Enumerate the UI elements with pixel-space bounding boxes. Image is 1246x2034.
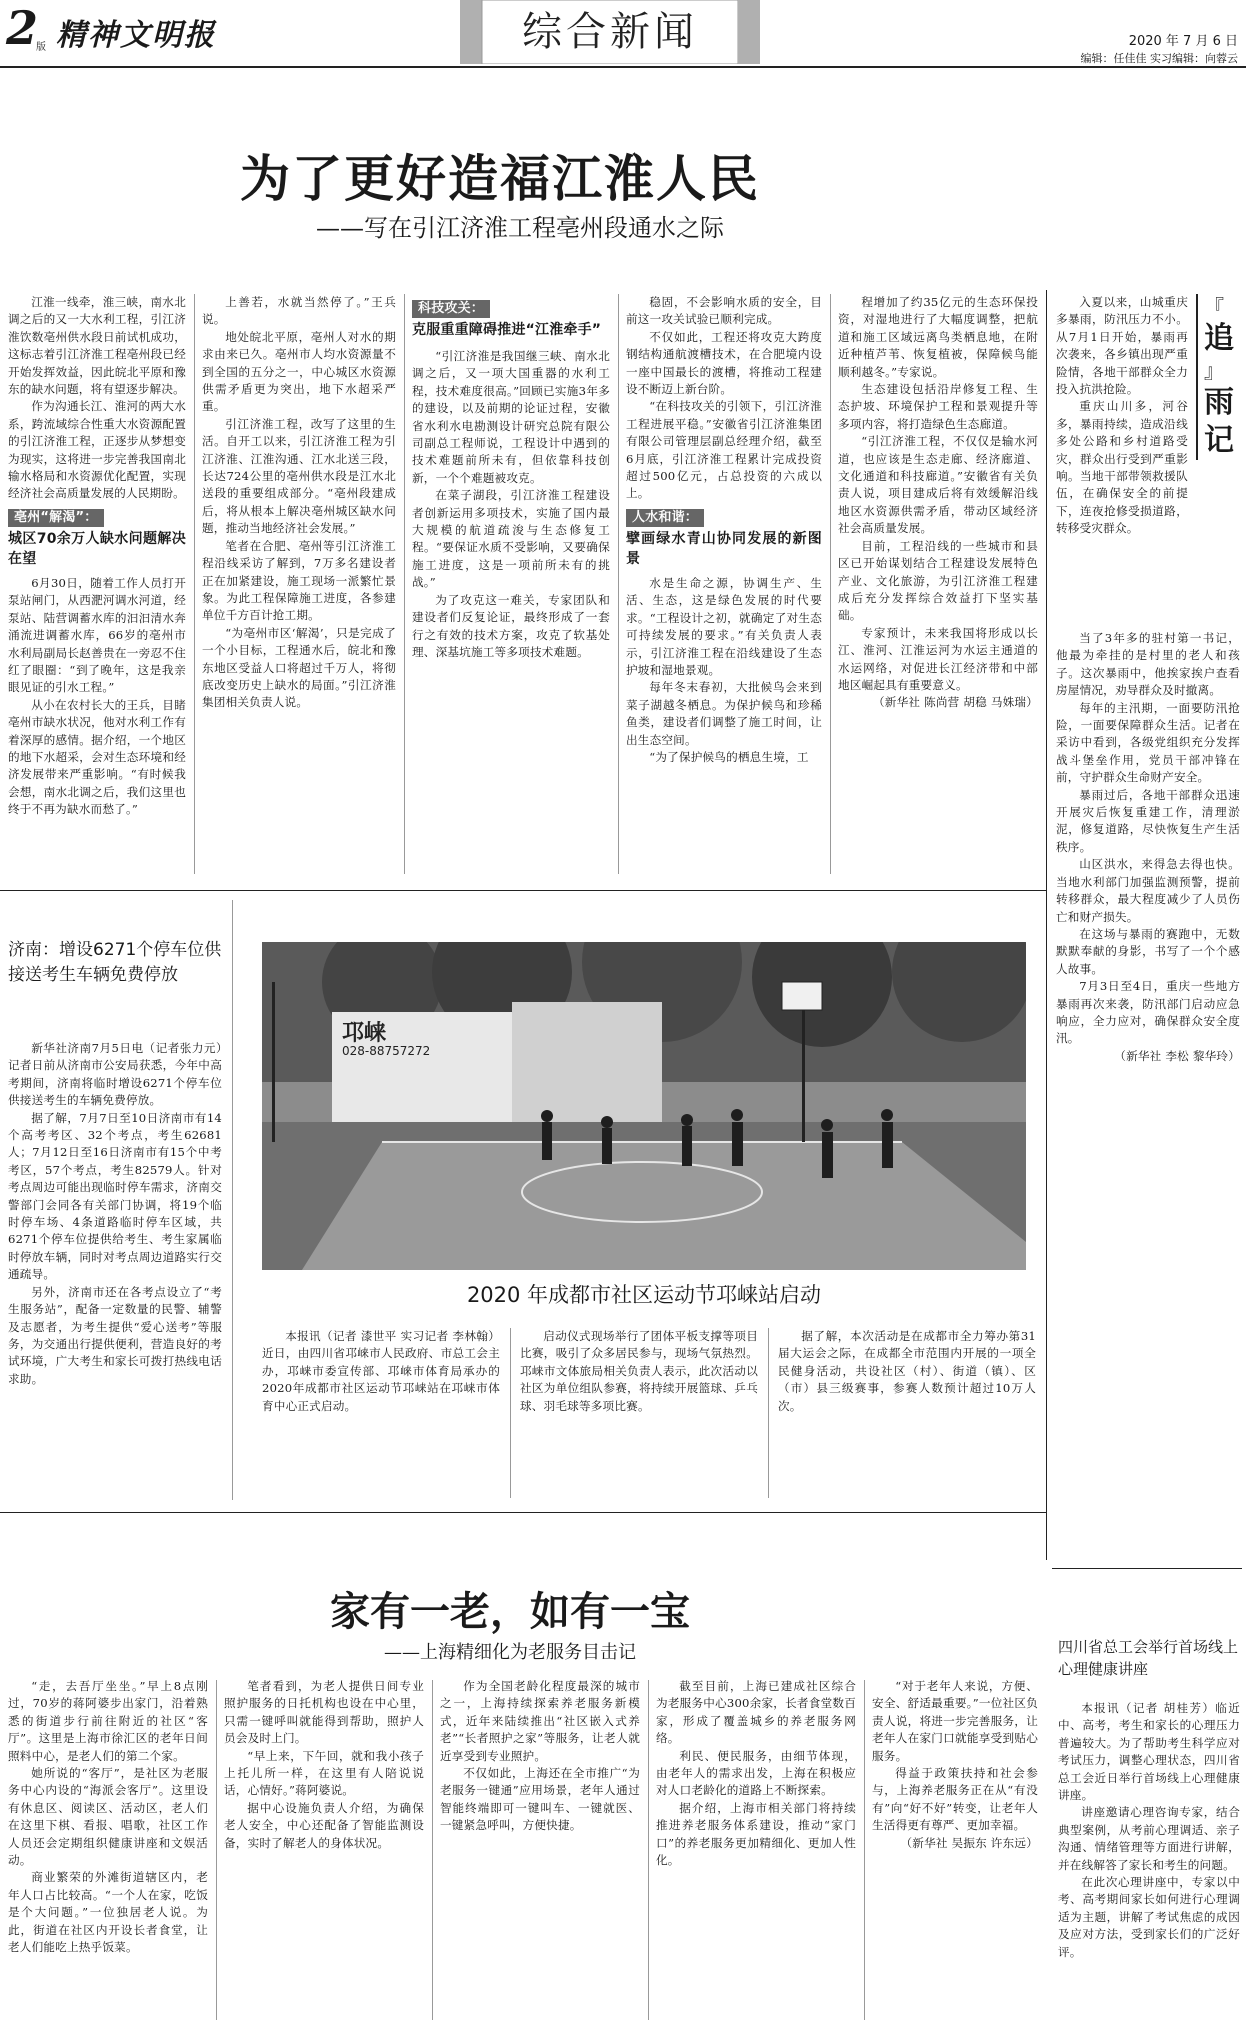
sichuan-body (1058, 1700, 1240, 2026)
shanghai-paragraph: 据介绍，上海市相关部门将持续推进养老服务体系建设，推动“家门口”的养老服务更加精细化、更加人性化。 (656, 1800, 856, 1868)
chengdu-column-3 (778, 1328, 1036, 1504)
column-divider (618, 294, 619, 874)
lead-paragraph: 程增加了约35亿元的生态环保投资，对湿地进行了大幅度调整，把航道和施工区域远离鸟类栖息地，在附近种植芦苇、恢复植被，保障候鸟能顺利越冬。”专家说。 (838, 295, 1038, 379)
sidebar-paragraph: 入夏以来，山城重庆多暴雨，防汛压力不小。从7月1日开始，暴雨再次袭来，各乡镇出现严重险情，各地干部群众全力投入抗洪抢险。 (1056, 295, 1188, 397)
lead-paragraph: 专家预计，未来我国将形成以长江、淮河、江淮运河为水运主通道的水运网络，对促进长江经济带和中部地区崛起具有重要意义。 (838, 625, 1038, 692)
section-rule (1052, 1568, 1242, 1569)
header-rule (0, 66, 1246, 68)
chengdu-paragraph: 本报讯（记者 漆世平 实习记者 李林翰）近日，由四川省邛崃市人民政府、市总工会主办，邛崃市委宣传部、邛崃市体育局承办的2020年成都市社区运动节邛崃站在邛崃市体育中心正式启动。 (262, 1329, 500, 1413)
shanghai-column-1 (8, 1678, 208, 2026)
lead-paragraph: “为了保护候鸟的栖息生境，工 (649, 749, 809, 764)
shanghai-paragraph: “对于老年人来说，方便、安全、舒适最重要。”一位社区负责人说，将进一步完善服务，让老年人在家门口就能享受到贴心服务。 (872, 1679, 1038, 1763)
shanghai-paragraph: 得益于政策扶持和社会参与，上海养老服务正在从“有没有”向“好不好”转变，让老年人生活得更有尊严、更加幸福。 (872, 1766, 1038, 1833)
shanghai-paragraph: 她所说的“客厅”，是社区为老服务中心内设的“海派会客厅”。这里设有休息区、阅读区、活动区，老人们在这里下棋、看报、唱歌，社区工作人员还会定期组织健康讲座和文娱活动。 (8, 1766, 208, 1868)
shanghai-paragraph: 作为全国老龄化程度最深的城市之一，上海持续探索养老服务新模式，近年来陆续推出“社区嵌入式养老”“长者照护之家”等服务，让老人就近享受到专业照护。 (440, 1679, 640, 1763)
sidebar-paragraph: 山区洪水，来得急去得也快。当地水利部门加强监测预警，提前转移群众，最大程度减少了人员伤亡和财产损失。 (1056, 857, 1240, 924)
column-divider (510, 1328, 511, 1498)
basketball-court-photo (262, 942, 1026, 1270)
lead-paragraph: 作为沟通长江、淮河的两大水系，跨流域综合性重大水资源配置的引江济淮工程，正逐步从梦想变为现实，这将进一步完善我国南北输水格局和水资源优化配置，实现经济社会高质量发展的人民期盼。 (8, 399, 186, 501)
section-rule (0, 890, 1046, 891)
lead-subhead-label: 科技攻关： (412, 300, 490, 318)
jinan-body (8, 1040, 222, 1510)
jinan-headline: 济南：增设6271个停车位供接送考生车辆免费停放 (8, 940, 222, 985)
lead-paragraph: 水是生命之源，协调生产、生活、生态，这是绿色发展的时代要求。“工程设计之初，就确定了对生态可持续发展的要求。”有关负责人表示，引江济淮工程在沿线建设了生态护坡和湿地景观。 (626, 575, 822, 677)
shanghai-paragraph: 不仅如此，上海还在全市推广“为老服务一键通”应用场景，老年人通过智能终端即可一键叫车、一键就医、一键紧急呼叫，方便快捷。 (440, 1766, 640, 1833)
lead-subheadline: ——写在引江济淮工程亳州段通水之际 (316, 214, 724, 242)
sidebar-title-char: 雨 (1204, 385, 1234, 420)
sidebar-title-char: 『 (1204, 295, 1224, 319)
lead-column-1 (8, 294, 186, 884)
lead-subhead-text: 擘画绿水青山协同发展的新图景 (626, 530, 822, 567)
column-divider (432, 1680, 433, 2020)
lead-paragraph: 从小在农村长大的王兵，目睹亳州市缺水状况，他对水利工作有着深厚的感情。据介绍，一个地区的地下水超采，会对生态环境和经济发展带来严重影响。“有时候我会想，南水北调之后，我们这里也终于不再为缺水而愁了。” (8, 697, 186, 817)
shanghai-paragraph: “早上来，下午回，就和我小孩子上托儿所一样，在这里有人陪说说话，心情好。”蒋阿婆说。 (224, 1748, 424, 1798)
issue-date: 2020 年 7 月 6 日 (1128, 34, 1238, 49)
page-header (0, 0, 1246, 68)
chengdu-column-2 (520, 1328, 758, 1504)
lead-byline: （新华社 陈尚营 胡稳 马姝瑞） (873, 695, 1038, 710)
shanghai-subheadline: ——上海精细化为老服务目击记 (384, 1642, 636, 1663)
shanghai-paragraph: “走，去吾厅坐坐。”早上8点刚过，70岁的蒋阿婆步出家门，沿着熟悉的街道步行前往附近的社区“客厅”。这里是上海市徐汇区的老年日间照料中心，是老人们的第二个家。 (8, 1679, 208, 1763)
lead-paragraph: 上善若，水就当然停了。”王兵说。 (202, 295, 396, 327)
photo-caption: 2020 年成都市社区运动节邛崃站启动 (466, 1283, 822, 1307)
lead-subhead-label: 亳州“解渴”： (8, 509, 104, 527)
jinan-paragraph: 另外，济南市还在各考点设立了“考生服务站”，配备一定数量的民警、辅警及志愿者，为考生提供“爱心送考”等服务，为交通出行提供便利，营造良好的考试环境，广大考生和家长可拨打热线电话求助。 (8, 1284, 222, 1386)
lead-paragraph: “引江济淮是我国继三峡、南水北调之后，又一项大国重器的水利工程，技术难度很高。”回顾已实施3年多的建设，以及前期的论证过程，安徽省水利水电勘测设计研究总院有限公司副总工程师说，工程设计中遇到的技术难题前所未有，但依靠科技创新，一个个难题被攻克。 (412, 349, 610, 485)
lead-subhead-text: 克服重重障碍推进“江淮牵手” (412, 322, 602, 338)
photo-sign-label: 邛崃 (342, 1021, 387, 1046)
lead-paragraph: “引江济淮工程，不仅仅是输水河道，也应该是生态走廊、经济廊道、文化通道和科技廊道。”安徽省有关负责人说，项目建成后将有效缓解沿线地区水资源供需矛盾，带动区域经济社会高质量发展。 (838, 434, 1038, 536)
column-divider (232, 900, 233, 1500)
sichuan-headline: 四川省总工会举行首场线上心理健康讲座 (1058, 1638, 1239, 1678)
lead-paragraph: “在科技攻关的引领下，引江济淮工程进展平稳。”安徽省引江济淮集团有限公司管理层副总经理介绍，截至6月底，引江济淮工程累计完成投资超过500亿元，占总投资的六成以上。 (626, 399, 822, 501)
sidebar-divider (1046, 290, 1047, 1560)
lead-paragraph: “为亳州市区‘解渴’，只是完成了一个小目标，工程通水后，皖北和豫东地区受益人口将超过千万人，将彻底改变历史上缺水的局面。”引江济淮集团相关负责人说。 (202, 625, 396, 710)
lead-paragraph: 在菜子湖段，引江济淮工程建设者创新运用多项技术，实施了国内最大规模的航道疏浚与生态修复工程。“要保证水质不受影响，又要确保施工进度，这是一项前所未有的挑战。” (412, 488, 610, 590)
column-divider (648, 1680, 649, 2020)
sidebar-title-char: 记 (1204, 423, 1234, 458)
sichuan-paragraph: 讲座邀请心理咨询专家，结合典型案例，从考前心理调适、亲子沟通、情绪管理等方面进行讲解，并在线解答了家长和考生的问题。 (1058, 1805, 1240, 1872)
lead-column-4 (626, 294, 822, 884)
lead-headline: 为了更好造福江淮人民 (240, 150, 760, 208)
sichuan-paragraph: 在此次心理讲座中，专家以中考、高考期间家长如何进行心理调适为主题，讲解了考试焦虑的成因及应对方法，受到家长们的广泛好评。 (1058, 1875, 1240, 1959)
lead-column-5 (838, 294, 1038, 884)
sidebar-paragraph: 在这场与暴雨的赛跑中，无数默默奉献的身影，书写了一个个感人故事。 (1056, 926, 1240, 976)
page-number: 2 (6, 1, 39, 55)
sidebar-paragraph: 重庆山川多，河谷多，暴雨持续，造成沿线多处公路和乡村道路受灾，群众出行受到严重影响。当地干部带领救援队伍，在确保安全的前提下，连夜抢修受损道路，转移受灾群众。 (1056, 399, 1188, 536)
lead-paragraph: 引江济淮工程，改写了这里的生活。自开工以来，引江济淮工程为引江济淮、江淮沟通、江水北送三段，长达724公里的亳州供水段是江水北送段的重要组成部分。“亳州段建成后，将从根本上解决亳州城区缺水问题，推动当地经济社会发展。” (202, 416, 396, 536)
lead-column-2 (202, 294, 396, 884)
shanghai-byline: （新华社 吴振东 许东远） (900, 1835, 1038, 1850)
sidebar-column-top (1056, 294, 1188, 624)
jinan-paragraph: 据了解，7月7日至10日济南市有14个高考考区、32个考点，考生62681人；7月12日至16日济南市有15个中考考区，57个考点，考生82579人。针对考点周边可能出现临时停车需求，济南交警部门会同各有关部门协调，将19个临时停车场、4条道路临时停车区域，共6271个停车位提供给考生、考生家属临时停放车辆，同时对考点周边道路实行交通疏导。 (8, 1110, 222, 1282)
lead-paragraph: 江淮一线牵，淮三峡，南水北调之后的又一大水利工程，引江济淮饮数亳州供水段日前试机成功，这标志着引江济淮工程亳州段已经开始发挥效益，因此皖北平原和豫东的缺水问题，将有望逐步解决。 (8, 295, 186, 397)
jinan-paragraph: 新华社济南7月5日电（记者张力元）记者日前从济南市公安局获悉，今年中高考期间，济南将临时增设6271个停车位供接送考生的车辆免费停放。 (8, 1041, 222, 1108)
shanghai-paragraph: 截至目前，上海已建成社区综合为老服务中心300余家，长者食堂数百家，形成了覆盖城乡的养老服务网络。 (656, 1679, 856, 1746)
lead-subhead-label: 人水和谐： (626, 509, 704, 527)
lead-paragraph: 地处皖北平原，亳州人对水的期求由来已久。亳州市人均水资源量不到全国的五分之一，中心城区水资源供需矛盾更为突出，地下水超采严重。 (202, 329, 396, 414)
lead-paragraph: 目前，工程沿线的一些城市和县区已开始谋划结合工程建设发展特色产业、文化旅游，为引江济淮工程建成后充分发挥综合效益打下坚实基础。 (838, 538, 1038, 623)
lead-column-3 (412, 300, 610, 884)
lead-paragraph: 每年冬末春初，大批候鸟会来到菜子湖越冬栖息。为保护候鸟和珍稀鱼类，建设者们调整了施工时间，让出生态空间。 (626, 680, 822, 747)
sichuan-paragraph: 本报讯（记者 胡桂芳）临近中、高考，考生和家长的心理压力普遍较大。为了帮助考生科学应对考试压力，调整心理状态，四川省总工会近日举行首场线上心理健康讲座。 (1058, 1701, 1240, 1803)
column-divider (830, 294, 831, 874)
sidebar-column (1056, 630, 1240, 1560)
lead-paragraph: 6月30日，随着工作人员打开泵站闸门，从西淝河调水河道，经泵站、陆营调蓄水库的汩汩清水奔涌流进调蓄水库，66岁的亳州市水利局副局长赵善贵在一旁忍不住红了眼圈：“到了晚年，这是我亲眼见证的引水工程。” (8, 575, 186, 695)
sidebar-paragraph: 每年的主汛期，一面要防汛抢险，一面要保障群众生活。记者在采访中看到，各级党组织充分发挥战斗堡垒作用，党员干部冲锋在前，守护群众生命财产安全。 (1056, 700, 1240, 785)
shanghai-column-5 (872, 1678, 1038, 2026)
lead-paragraph: 笔者在合肥、亳州等引江济淮工程沿线采访了解到，7万多名建设者正在加紧建设，施工现场一派繁忙景象。为此工程保障施工进度，各参建单位千方百计抢工期。 (202, 538, 396, 623)
section-rule (0, 1512, 1046, 1513)
shanghai-column-3 (440, 1678, 640, 2026)
column-divider (864, 1680, 865, 2020)
lead-paragraph: 稳固，不会影响水质的安全，目前这一攻关试验已顺利完成。 (626, 295, 822, 327)
column-divider (404, 294, 405, 874)
sidebar-title-char: 』 (1204, 359, 1224, 383)
chengdu-paragraph: 据了解，本次活动是在成都市全力筹办第31届大运会之际，在成都全市范围内开展的一项全民健身活动，共设社区（村）、街道（镇）、区（市）县三级赛事，参赛人数预计超过10万人次。 (778, 1329, 1036, 1413)
shanghai-paragraph: 利民、便民服务，由细节体现，由老年人的需求出发，上海在积极应对人口老龄化的道路上不断探索。 (656, 1748, 856, 1798)
shanghai-headline: 家有一老，如有一宝 (330, 1589, 690, 1635)
lead-paragraph: 为了攻克这一难关，专家团队和建设者们反复论证，最终形成了一套行之有效的技术方案，攻克了软基处理、深基坑施工等多项技术难题。 (412, 592, 610, 659)
sidebar-paragraph: 暴雨过后，各地干部群众迅速开展灾后恢复重建工作，清理淤泥，修复道路，尽快恢复生产生活秩序。 (1056, 787, 1240, 854)
page-suffix: 版 (36, 42, 46, 53)
column-divider (216, 1680, 217, 2020)
chengdu-column-1 (262, 1328, 500, 1504)
shanghai-paragraph: 笔者看到，为老人提供日间专业照护服务的日托机构也设在中心里，只需一键呼叫就能得到帮助，照护人员会及时上门。 (224, 1679, 424, 1746)
lead-subhead-text: 城区70余万人缺水问题解决在望 (8, 530, 186, 567)
photo-sign-phone: 028-88757272 (342, 1044, 431, 1058)
chengdu-paragraph: 启动仪式现场举行了团体平板支撑等项目比赛，吸引了众多居民参与，现场气氛热烈。邛崃市文体旅局相关负责人表示，此次活动以社区为单位组队参赛，将持续开展篮球、乒乓球、羽毛球等多项比赛。 (520, 1329, 758, 1413)
masthead: 精神文明报 (56, 18, 216, 53)
column-divider (768, 1328, 769, 1498)
shanghai-column-4 (656, 1678, 856, 2026)
lead-paragraph: 不仅如此，工程还将攻克大跨度钢结构通航渡槽技术，在合肥境内设一座中国最长的渡槽，将推动工程建设不断迈上新台阶。 (626, 329, 822, 397)
sidebar-paragraph: 当了3年多的驻村第一书记，他最为牵挂的是村里的老人和孩子。这次暴雨中，他挨家挨户查看房屋情况，劝导群众及时撤离。 (1056, 631, 1240, 698)
sidebar-byline: （新华社 李松 黎华玲） (1114, 1048, 1240, 1063)
sidebar-title-char: 追 (1204, 321, 1234, 356)
section-title: 综合新闻 (522, 9, 698, 55)
sidebar-paragraph: 7月3日至4日，重庆一些地方暴雨再次来袭，防汛部门启动应急响应，全力应对，确保群众安全度汛。 (1056, 979, 1240, 1046)
shanghai-paragraph: 据中心设施负责人介绍，为确保老人安全，中心还配备了智能监测设备，实时了解老人的身体状况。 (224, 1800, 424, 1850)
editors-credit: 编辑：任佳佳 实习编辑：向蓉云 (1080, 52, 1238, 65)
lead-paragraph: 生态建设包括沿岸修复工程、生态护坡、环境保护工程和景观提升等多项内容，将打造绿色生态廊道。 (838, 382, 1038, 431)
column-divider (194, 294, 195, 874)
sidebar-title (1196, 294, 1246, 460)
shanghai-paragraph: 商业繁荣的外滩街道辖区内，老年人口占比较高。“一个人在家，吃饭是个大问题。”一位独居老人说。为此，街道在社区内开设长者食堂，让老人们能吃上热乎饭菜。 (8, 1870, 208, 1955)
shanghai-column-2 (224, 1678, 424, 2026)
